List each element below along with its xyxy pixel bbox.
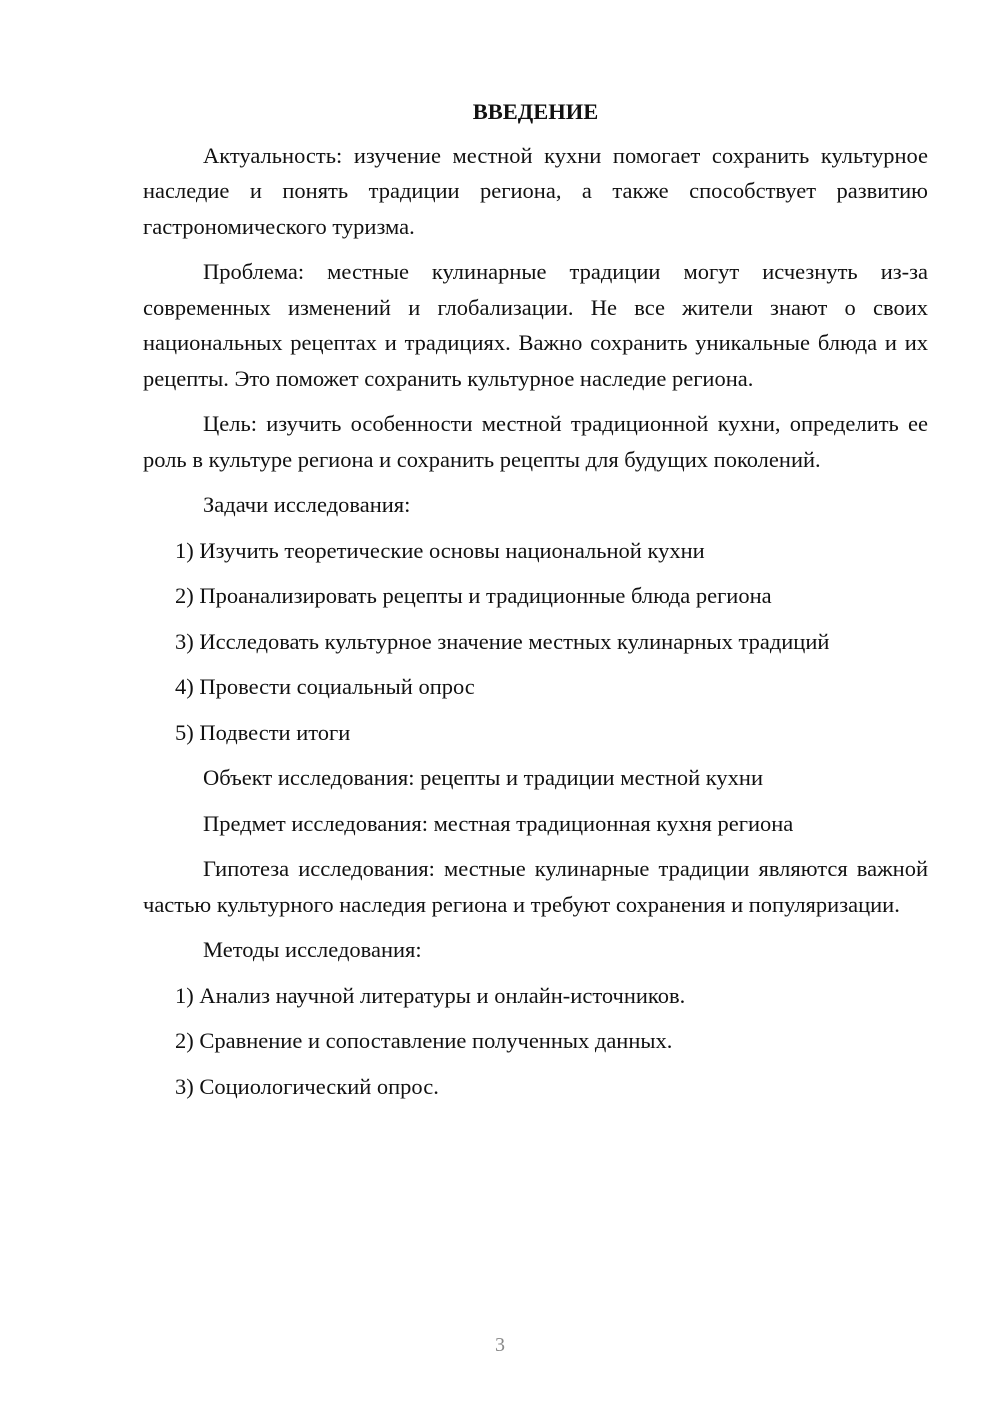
goal-paragraph: Цель: изучить особенности местной традиционной кухни, определить ее роль в культуре региона и сохранить рецепты для будущих поколений. [143,411,928,472]
hypothesis-paragraph: Гипотеза исследования: местные кулинарные традиции являются важной частью культурного наследия региона и требуют сохранения и популяризации. [143,856,928,917]
task-item-1: 1) Изучить теоретические основы национальной кухни [175,537,705,563]
page-content [143,94,928,1114]
method-item-1: 1) Анализ научной литературы и онлайн-источников. [175,982,686,1008]
object-line: Объект исследования: рецепты и традиции местной кухни [203,765,763,790]
task-item-5: 5) Подвести итоги [175,719,351,745]
task-item-4: 4) Провести социальный опрос [175,674,475,699]
tasks-heading: Задачи исследования: [203,492,411,517]
method-item-2: 2) Сравнение и сопоставление полученных данных. [175,1028,673,1053]
problem-paragraph: Проблема: местные кулинарные традиции могут исчезнуть из-за современных изменений и глобализации. Не все жители знают о своих национальных рецептах и традициях. Важно сохранить уникальные блюда и их рецепты. Это поможет сохранить культурное наследие региона. [143,259,928,391]
methods-heading: Методы исследования: [203,937,422,962]
task-item-2: 2) Проанализировать рецепты и традиционные блюда региона [175,583,772,608]
task-item-3: 3) Исследовать культурное значение местных кулинарных традиций [175,628,830,654]
relevance-paragraph: Актуальность: изучение местной кухни помогает сохранить культурное наследие и понять традиции региона, а также способствует развитию гастрономического туризма. [143,142,928,239]
method-item-3: 3) Социологический опрос. [175,1073,439,1099]
page-number: 3 [495,1334,505,1356]
subject-line: Предмет исследования: местная традиционная кухня региона [203,810,794,836]
section-title: ВВЕДЕНИЕ [472,99,599,124]
